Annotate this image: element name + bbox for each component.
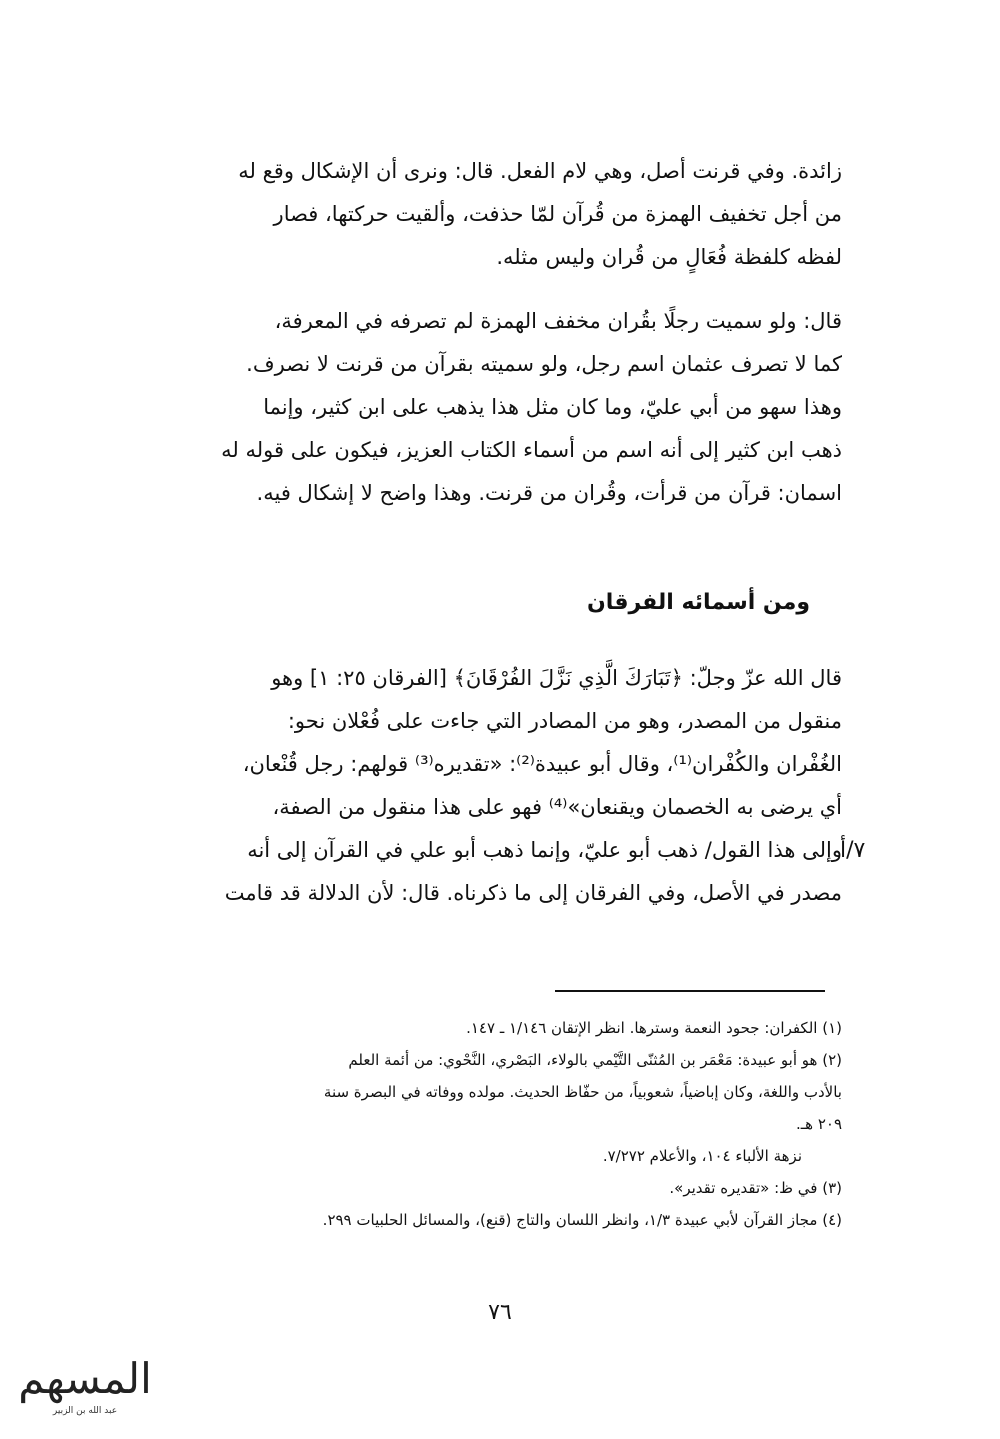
paragraph-1 bbox=[162, 150, 842, 279]
text-line: ذهب ابن كثير إلى أنه اسم من أسماء الكتاب العزيز، فيكون على قوله له bbox=[221, 438, 842, 462]
footnote-line: نزهة الألباء ١٠٤، والأعلام ٧/٢٧٢. bbox=[602, 1147, 802, 1165]
text-line: اسمان: قرآن من قرأت، وقُران من قرنت. وهذا واضح لا إشكال فيه. bbox=[256, 481, 842, 505]
text-line: زائدة. وفي قرنت أصل، وهي لام الفعل. قال: ونرى أن الإشكال وقع له bbox=[238, 159, 842, 183]
section-heading: ومن أسمائه الفرقان bbox=[587, 590, 810, 615]
footnote-line: (٢) هو أبو عبيدة: مَعْمَر بن المُثنّى التَّيْمي بالولاء، البَصْري، النَّحْوي: من أئمة العلم bbox=[348, 1051, 842, 1069]
text-line: قال الله عزّ وجلّ: ﴿تَبَارَكَ الَّذِي نَزَّلَ الفُرْقَانَ﴾ [الفرقان ٢٥: ١] وهو bbox=[271, 666, 842, 690]
footnote-line: بالأدب واللغة، وكان إباضياً، شعوبياً، من حفّاظ الحديث. مولده ووفاته في البصرة سنة bbox=[323, 1083, 842, 1101]
text-line: كما لا تصرف عثمان اسم رجل، ولو سميته بقرآن من قرنت لا نصرف. bbox=[246, 352, 842, 376]
text-line: من أجل تخفيف الهمزة من قُرآن لمّا حذفت، وألقيت حركتها، فصار bbox=[273, 202, 842, 226]
paragraph-2 bbox=[162, 300, 842, 515]
text-line: لفظه كلفظة فُعَالٍ من قُران وليس مثله. bbox=[496, 245, 842, 269]
footnote-line: ٢٠٩ هـ. bbox=[795, 1115, 842, 1133]
publisher-logo bbox=[10, 1348, 180, 1428]
text-line: أي يرضى به الخصمان ويقنعان»⁽⁴⁾ فهو على هذا منقول من الصفة، bbox=[272, 795, 842, 819]
text-line: قال: ولو سميت رجلًا بقُران مخفف الهمزة لم تصرفه في المعرفة، bbox=[274, 309, 842, 333]
footnote-line: (٣) في ظ: «تقديره تقدير». bbox=[669, 1179, 842, 1197]
page-number: ٧٦ bbox=[488, 1300, 512, 1325]
logo-subtitle: عبد الله بن الزبير bbox=[52, 1406, 118, 1416]
text-line: مصدر في الأصل، وفي الفرقان إلى ما ذكرناه. قال: لأن الدلالة قد قامت bbox=[224, 881, 842, 905]
manuscript-folio-reference: ٧/أ bbox=[840, 838, 866, 863]
footnote-line: (٤) مجاز القرآن لأبي عبيدة ١/٣، وانظر اللسان والتاج (قنع)، والمسائل الحلبيات ٢٩٩. bbox=[322, 1211, 842, 1229]
logo-calligraphy: المسهم bbox=[18, 1354, 152, 1403]
footnote-separator bbox=[555, 990, 825, 992]
footnotes bbox=[142, 1012, 842, 1236]
text-line: الغُفْران والكُفْران⁽¹⁾، وقال أبو عبيدة⁽²⁾: «تقديره⁽³⁾ قولهم: رجل قُنْعان، bbox=[242, 752, 842, 776]
text-line: منقول من المصدر، وهو من المصادر التي جاءت على فُعْلان نحو: bbox=[287, 709, 842, 733]
paragraph-3 bbox=[162, 657, 842, 915]
text-line: وهذا سهو من أبي عليّ، وما كان مثل هذا يذهب على ابن كثير، وإنما bbox=[263, 395, 842, 419]
text-line: وإلى هذا القول/ ذهب أبو عليّ، وإنما ذهب أبو علي في القرآن إلى أنه bbox=[247, 838, 842, 862]
footnote-line: (١) الكفران: جحود النعمة وسترها. انظر الإتقان ١/١٤٦ ـ ١٤٧. bbox=[466, 1019, 842, 1037]
